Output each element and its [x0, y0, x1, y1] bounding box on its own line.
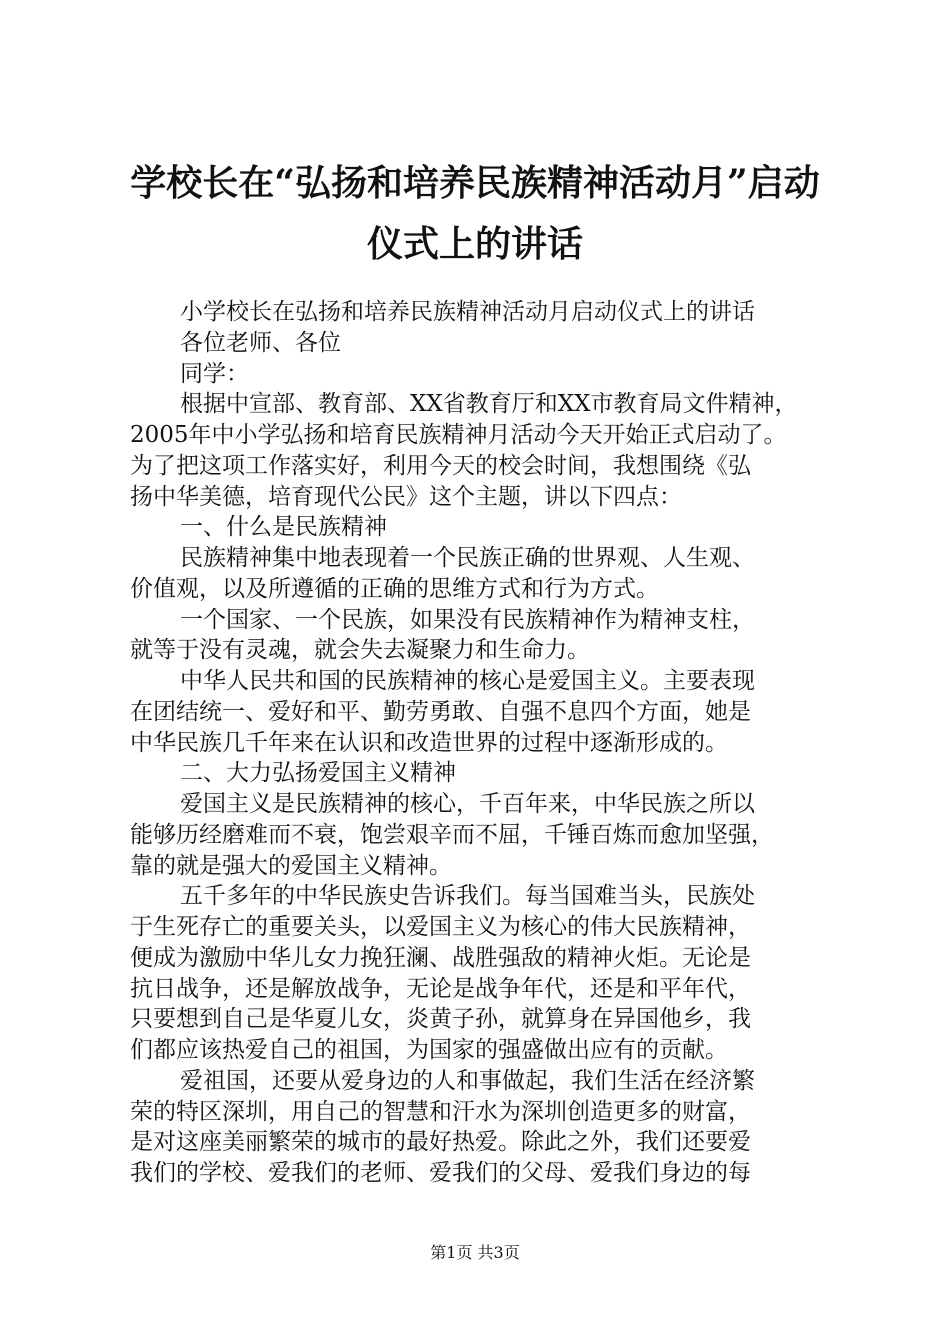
- body-text-line: 同学：: [180, 360, 249, 387]
- body-text-line: 便成为激励中华儿女力挽狂澜、战胜强敌的精神火炬。无论是: [130, 944, 751, 971]
- body-text-line: 五千多年的中华民族史告诉我们。每当国难当头，民族处: [180, 883, 755, 910]
- document-title-line-2: 仪式上的讲话: [366, 223, 583, 265]
- body-text-line: 荣的特区深圳，用自己的智慧和汗水为深圳创造更多的财富，: [130, 1098, 751, 1125]
- page-footer: 第1页 共3页: [430, 1243, 520, 1262]
- body-text-line: 根据中宣部、教育部、XX省教育厅和XX市教育局文件精神，: [180, 391, 798, 418]
- body-text-line: 一个国家、一个民族，如果没有民族精神作为精神支柱，: [180, 606, 755, 633]
- body-text-line: 靠的就是强大的爱国主义精神。: [130, 852, 452, 879]
- body-text-line: 民族精神集中地表现着一个民族正确的世界观、人生观、: [180, 545, 755, 571]
- body-text-line: 各位老师、各位: [180, 329, 341, 356]
- document-body: [130, 297, 830, 1189]
- body-text-line: 扬中华美德，培育现代公民》这个主题，讲以下四点：: [130, 483, 682, 510]
- body-text-line: 2005年中小学弘扬和培育民族精神月活动今天开始正式启动了。: [130, 422, 787, 448]
- body-text-line: 为了把这项工作落实好，利用今天的校会时间，我想围绕《弘: [130, 452, 751, 479]
- body-text-line: 在团结统一、爱好和平、勤劳勇敢、自强不息四个方面，她是: [130, 698, 751, 725]
- body-text-line: 们都应该热爱自己的祖国，为国家的强盛做出应有的贡献。: [130, 1037, 728, 1063]
- body-text-line: 于生死存亡的重要关头，以爱国主义为核心的伟大民族精神，: [130, 914, 751, 940]
- body-text-line: 只要想到自己是华夏儿女，炎黄子孙，就算身在异国他乡，我: [130, 1006, 751, 1033]
- document-title-line-1: 学校长在“弘扬和培养民族精神活动月”启动: [130, 162, 820, 204]
- body-text-line: 中华人民共和国的民族精神的核心是爱国主义。主要表现: [180, 668, 755, 694]
- body-text-line: 爱祖国，还要从爱身边的人和事做起，我们生活在经济繁: [180, 1067, 755, 1094]
- body-text-line: 我们的学校、爱我们的老师、爱我们的父母、爱我们身边的每: [130, 1160, 751, 1186]
- body-text-line: 二、大力弘扬爱国主义精神: [180, 760, 456, 787]
- body-text-line: 小学校长在弘扬和培养民族精神活动月启动仪式上的讲话: [180, 299, 755, 325]
- body-text-line: 是对这座美丽繁荣的城市的最好热爱。除此之外，我们还要爱: [130, 1129, 751, 1156]
- body-text-line: 中华民族几千年来在认识和改造世界的过程中逐渐形成的。: [130, 729, 728, 756]
- body-text-line: 爱国主义是民族精神的核心，千百年来，中华民族之所以: [180, 791, 755, 817]
- body-text-line: 一、什么是民族精神: [180, 514, 387, 541]
- body-text-line: 抗日战争，还是解放战争，无论是战争年代，还是和平年代，: [130, 975, 751, 1002]
- body-text-line: 能够历经磨难而不衰，饱尝艰辛而不屈，千锤百炼而愈加坚强，: [130, 821, 774, 848]
- body-text-line: 价值观，以及所遵循的正确的思维方式和行为方式。: [130, 575, 659, 602]
- body-text-line: 就等于没有灵魂，就会失去凝聚力和生命力。: [130, 637, 590, 664]
